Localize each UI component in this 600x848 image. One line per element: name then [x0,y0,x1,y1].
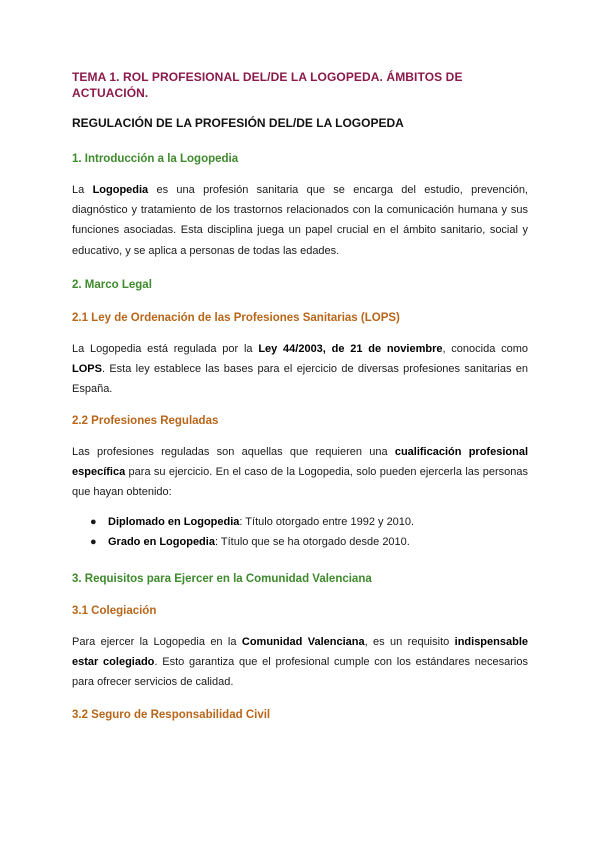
bold-term: Comunidad Valenciana [241,636,365,648]
bold-term: Logopedia [92,184,149,196]
document-title: TEMA 1. ROL PROFESIONAL DEL/DE LA LOGOPEDA. ÁMBITOS DE ACTUACIÓN. [72,70,463,100]
section-3-2-heading: 3.2 Seguro de Responsabilidad Civil [72,709,271,721]
bold-term: Diplomado en Logopedia [108,516,240,528]
document-subtitle: REGULACIÓN DE LA PROFESIÓN DEL/DE LA LOGOPEDA [72,116,404,130]
bold-term: LOPS [72,363,102,376]
section-1-paragraph [72,180,528,261]
section-3-1-paragraph [72,632,528,693]
bold-term: indispensable estar colegiado [72,636,528,669]
section-2-2-paragraph [72,442,528,503]
section-2-1-heading: 2.1 Ley de Ordenación de las Profesiones Sanitarias (LOPS) [72,312,400,324]
text-run: Para ejercer la Logopedia en la [72,636,242,648]
list-item [72,532,528,552]
bullet-icon: ● [90,536,97,548]
text-run: , conocida como [442,343,528,355]
bold-term: Grado en Logopedia [108,536,215,548]
text-run: . Esto garantiza que el profesional cumple con los estándares necesarios para ofrecer servicios de calidad. [72,656,528,689]
section-3-heading: 3. Requisitos para Ejercer en la Comunidad Valenciana [72,573,372,585]
section-1-heading: 1. Introducción a la Logopedia [72,153,239,165]
section-2-heading: 2. Marco Legal [72,279,152,291]
text-run: : Título que se ha otorgado desde 2010. [214,536,410,548]
text-run: La Logopedia está regulada por la [72,343,259,355]
list-item [72,512,528,532]
bold-term: cualificación profesional específica [72,446,528,479]
text-run: : Título otorgado entre 1992 y 2010. [239,516,415,528]
text-run: , es un requisito [364,636,455,648]
text-run: es una profesión sanitaria que se encarga del estudio, prevención, diagnóstico y tratamiento de los trastornos relacionados con la comunicación humana y sus funciones asociadas. Esta disciplina juega un papel crucial en el ámbito sanitario, social y educativo, y se aplica a personas de todas las edades. [72,184,528,257]
text-run: para su ejercicio. En el caso de la Logopedia, solo pueden ejercerla las personas que hayan obtenido: [72,466,528,499]
bold-term: Ley 44/2003, de 21 de noviembre [258,343,443,355]
section-2-1-paragraph [72,339,528,400]
text-run: . Esta ley establece las bases para el ejercicio de diversas profesiones sanitarias en España. [72,363,528,396]
text-run: La [72,184,93,196]
section-3-1-heading: 3.1 Colegiación [72,605,157,617]
bullet-icon: ● [90,516,97,528]
text-run: Las profesiones reguladas son aquellas que requieren una [72,446,395,458]
section-2-2-heading: 2.2 Profesiones Reguladas [72,415,219,427]
degree-list [72,512,528,552]
